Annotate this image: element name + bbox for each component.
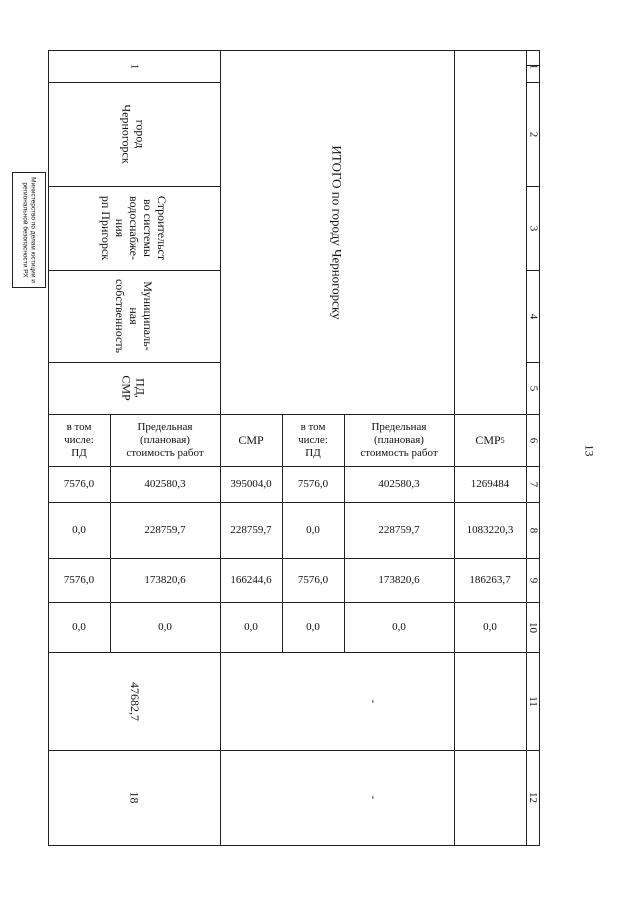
- header-ownership: Муниципаль- ная собственность: [112, 278, 155, 354]
- header-pd-smr: ПД, СМР: [119, 375, 148, 401]
- table-cell: 402580,3: [144, 477, 186, 490]
- table-cell: 0,0: [483, 620, 497, 633]
- header-city: город Черногорск: [119, 104, 148, 164]
- subheader-total-cost: Предельная (плановая) стоимость работ: [360, 420, 438, 459]
- col-num-10: 10: [527, 621, 539, 633]
- table-cell: 228759,7: [144, 523, 186, 536]
- table-cell: 1269484: [470, 477, 510, 490]
- table-cell: 7576,0: [63, 477, 95, 490]
- table-cell: 0,0: [306, 620, 320, 633]
- col-num-7: 7: [527, 481, 539, 487]
- col-num-1: 1: [527, 63, 539, 69]
- table-cell: 1083220,3: [466, 523, 514, 536]
- registry-stamp: [12, 172, 46, 288]
- col-num-8: 8: [527, 527, 539, 533]
- subheader-cost: Предельная (плановая) стоимость работ: [126, 420, 204, 459]
- col-num-4: 4: [527, 313, 539, 319]
- table-cell: 173820,6: [144, 573, 186, 586]
- subheader-smr: СМР: [238, 432, 264, 447]
- table-cell: 228759,7: [378, 523, 420, 536]
- table-cell: 395004,0: [230, 477, 272, 490]
- row11-total: -: [367, 699, 380, 703]
- subheader-total-pd: в том числе: ПД: [298, 420, 328, 459]
- col-num-11: 11: [527, 695, 539, 707]
- table-cell: 0,0: [72, 523, 86, 536]
- table-cell: 402580,3: [378, 477, 420, 490]
- page-number: [579, 440, 599, 460]
- table-cell: 0,0: [306, 523, 320, 536]
- col-num-5: 5: [527, 385, 539, 391]
- col-num-2: 2: [527, 131, 539, 137]
- col-num-9: 9: [527, 577, 539, 583]
- table-cell: 173820,6: [378, 573, 420, 586]
- subheader-total-smr: СМР 5: [475, 432, 505, 447]
- header-col-1: 1: [128, 63, 141, 69]
- row11-value: 47682,7: [127, 681, 142, 721]
- table-cell: 0,0: [158, 620, 172, 633]
- stamp-text: Министерство по делам юстиции и региональной безопасности РХ: [22, 177, 37, 283]
- table-cell: 0,0: [72, 620, 86, 633]
- header-object: Строительст во системы водоснабже- ния рп Пригорск: [98, 195, 169, 261]
- table-cell: 186263,7: [469, 573, 511, 586]
- row12-total: -: [367, 795, 380, 800]
- page-number-text: 13: [582, 444, 597, 456]
- table-cell: 7576,0: [297, 573, 329, 586]
- table-cell: 0,0: [244, 620, 258, 633]
- col-num-3: 3: [527, 225, 539, 231]
- table-cell: 228759,7: [230, 523, 272, 536]
- col-num-12: 12: [527, 792, 539, 803]
- subheader-pd: в том числе: ПД: [64, 420, 94, 459]
- document-table: [48, 50, 540, 846]
- table-cell: 0,0: [392, 620, 406, 633]
- table-cell: 166244,6: [230, 573, 272, 586]
- total-label: ИТОГО по городу Черногорску: [329, 144, 345, 320]
- col-num-6: 6: [527, 437, 539, 443]
- table-cell: 7576,0: [297, 477, 329, 490]
- row12-value: 18: [127, 791, 142, 804]
- table-cell: 7576,0: [63, 573, 95, 586]
